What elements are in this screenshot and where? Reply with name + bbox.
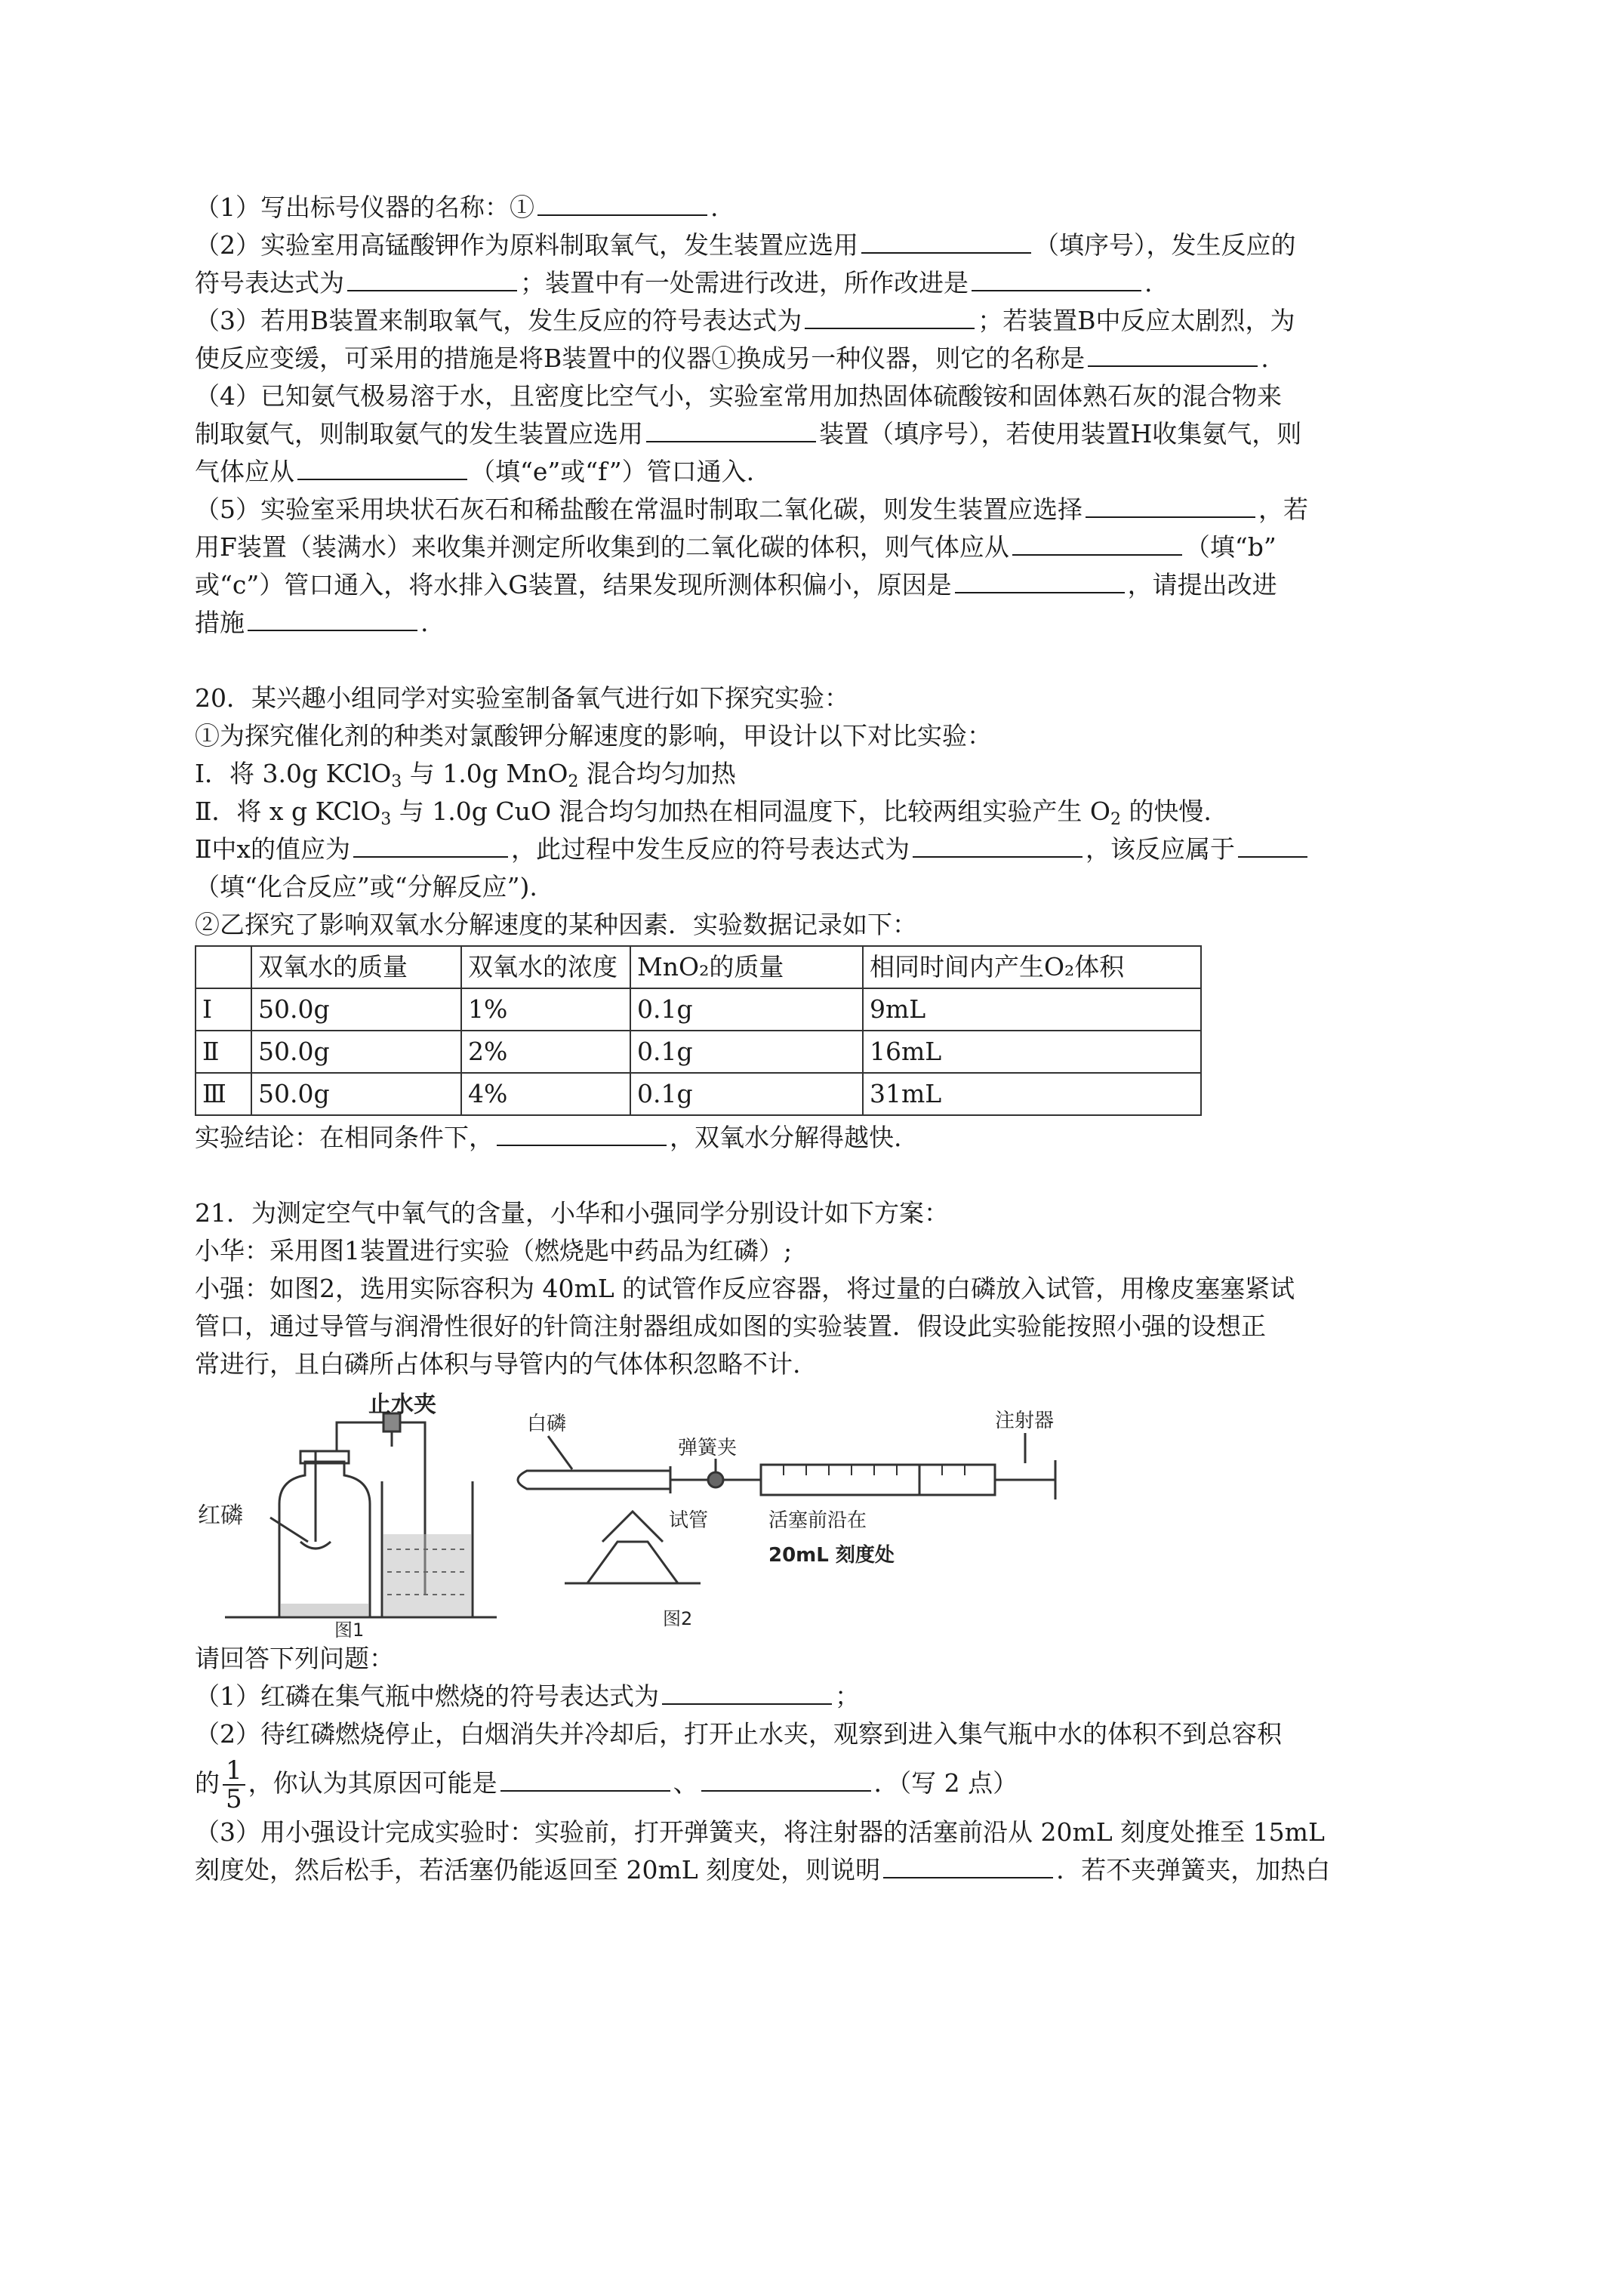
answer-blank[interactable] [701,1764,871,1792]
table-cell: Ⅰ [196,988,251,1031]
q20-stem: 20．某兴趣小组同学对实验室制备氧气进行如下探究实验： [195,683,849,713]
table-cell: 16mL [863,1031,1201,1073]
q21-part1: （1）红磷在集气瓶中燃烧的符号表达式为 ； [195,1678,1448,1715]
table-header-row [196,946,1201,988]
table-cell: 0.1g [630,988,863,1031]
answer-blank[interactable] [297,453,467,480]
answer-blank[interactable] [1088,340,1258,367]
q21-part2: （2）待红磷燃烧停止，白烟消失并冷却后，打开止水夹，观察到进入集气瓶中水的体积不到总容积 [195,1719,1282,1749]
table-cell: 1% [461,988,630,1031]
answer-blank[interactable] [662,1678,832,1705]
q21-part2-cont: 的 $\frac{1}{5}$ ，你认为其原因可能是 、 ．（写 2 点） [195,1755,1018,1814]
q21-prompt: 请回答下列问题： [195,1644,394,1673]
q19-part2: （2）实验室用高锰酸钾作为原料制取氧气，发生装置应选用 （填序号），发生反应的 [195,227,1448,264]
fig2-caption: 图2 [663,1608,693,1629]
answer-blank[interactable] [500,1764,670,1792]
answer-blank[interactable] [353,831,508,858]
test-tube-label: 试管 [669,1509,709,1532]
table-cell: Ⅱ [196,1031,251,1073]
table-cell: 4% [461,1073,630,1115]
table-header-cell [196,946,251,988]
q19-part5-cont2: 或“c”）管口通入，将水排入G装置，结果发现所测体积偏小，原因是 ，请提出改进 [195,566,1448,604]
exam-page [195,189,1448,1889]
answer-blank[interactable] [805,302,975,329]
answer-blank[interactable] [883,1851,1053,1878]
apparatus-figure [195,1391,1448,1640]
q20-question: Ⅱ中x的值应为 ，此过程中发生反应的符号表达式为 ，该反应属于 [195,831,1448,868]
q19-part5-cont: 用F装置（装满水）来收集并测定所收集到的二氧化碳的体积，则气体应从 （填“b” [195,529,1448,566]
table-cell: 50.0g [251,1073,461,1115]
table-cell: 50.0g [251,1031,461,1073]
q20-exp2: Ⅱ．将 x g KClO$_3$ 与 1.0g CuO 混合均匀加热在相同温度下，比较两组实验产生 $O_2$ 的快慢. [195,797,1212,829]
q21-stem: 21．为测定空气中氧气的含量，小华和小强同学分别设计如下方案： [195,1198,949,1228]
q20-conclusion: 实验结论：在相同条件下， ，双氧水分解得越快. [195,1119,1448,1157]
q21-part3-cont: 刻度处，然后松手，若活塞仍能返回至 20mL 刻度处，则说明 ．若不夹弹簧夹，加热白 [195,1851,1448,1889]
q19-part4-cont: 制取氨气，则制取氨气的发生装置应选用 装置（填序号），若使用装置H收集氨气，则 [195,415,1448,453]
table-header-cell: 双氧水的浓度 [461,946,630,988]
table-header-cell: MnO₂的质量 [630,946,863,988]
q20-exp1: Ⅰ．将 3.0g KClO$_3$ 与 1.0g MnO$_2$ 混合均匀加热 [195,759,736,791]
q19-part3: （3）若用B装置来制取氧气，发生反应的符号表达式为 ；若装置B中反应太剧烈，为 [195,302,1448,340]
q19-part3-cont: 使反应变缓，可采用的措施是将B装置中的仪器①换成另一种仪器，则它的名称是 . [195,340,1448,378]
q19-part4-cont2: 气体应从 （填“e”或“f”）管口通入. [195,453,1448,491]
q20-sub2: ②乙探究了影响双氧水分解速度的某种因素．实验数据记录如下： [195,910,917,939]
q21-part3: （3）用小强设计完成实验时：实验前，打开弹簧夹，将注射器的活塞前沿从 20mL 刻度处推至 15mL [195,1817,1325,1847]
q20-sub1: ①为探究催化剂的种类对氯酸钾分解速度的影响，甲设计以下对比实验： [195,721,992,750]
fig1-caption: 图1 [334,1620,365,1640]
table-cell: 31mL [863,1073,1201,1115]
answer-blank[interactable] [972,264,1141,291]
answer-blank[interactable] [1238,831,1307,858]
q21-xiaoqiang-cont2: 常进行，且白磷所占体积与导管内的气体体积忽略不计. [195,1349,801,1379]
answer-blank[interactable] [497,1119,667,1146]
fraction [223,1757,245,1813]
data-table [195,945,1202,1116]
q21-xiaohua: 小华：采用图1装置进行实验（燃烧匙中药品为红磷）; [195,1236,793,1265]
table-header-cell: 相同时间内产生O₂体积 [863,946,1201,988]
table-cell: 50.0g [251,988,461,1031]
q20-question-cont: （填“化合反应”或“分解反应”). [195,872,537,901]
answer-blank[interactable] [347,264,517,291]
fraction-numerator: 1 [223,1757,245,1786]
table-header-cell: 双氧水的质量 [251,946,461,988]
spring-clamp-label: 弹簧夹 [678,1437,738,1459]
answer-blank[interactable] [248,604,417,631]
answer-blank[interactable] [861,227,1031,254]
piston-label-line2: 20mL 刻度处 [768,1544,895,1567]
fraction-denominator: 5 [226,1784,242,1814]
answer-blank[interactable] [955,566,1125,593]
q19-part5: （5）实验室采用块状石灰石和稀盐酸在常温时制取二氧化碳，则发生装置应选择 ，若 [195,491,1448,529]
piston-label-line1: 活塞前沿在 [768,1509,867,1532]
q19-part5-cont3: 措施 . [195,604,1448,642]
syringe-label: 注射器 [995,1410,1055,1432]
answer-blank[interactable] [537,189,707,216]
q21-xiaoqiang-cont: 管口，通过导管与润滑性很好的针筒注射器组成如图的实验装置．假设此实验能按照小强的设想正 [195,1311,1266,1341]
q19-part2-cont: 符号表达式为 ；装置中有一处需进行改进，所作改进是 . [195,264,1448,302]
table-row [196,1031,1201,1073]
red-phosphorus-label: 红磷 [198,1502,243,1529]
table-cell: 0.1g [630,1073,863,1115]
clamp-label: 止水夹 [368,1391,436,1418]
answer-blank[interactable] [913,831,1083,858]
q21-xiaoqiang: 小强：如图2，选用实际容积为 40mL 的试管作反应容器，将过量的白磷放入试管，用橡皮塞塞紧试 [195,1274,1295,1303]
answer-blank[interactable] [1012,529,1182,556]
table-cell: 2% [461,1031,630,1073]
answer-blank[interactable] [1086,491,1255,518]
answer-blank[interactable] [646,415,816,442]
q19-part1: （1）写出标号仪器的名称：① . [195,189,1448,227]
table-row [196,988,1201,1031]
table-cell: Ⅲ [196,1073,251,1115]
table-row [196,1073,1201,1115]
table-cell: 0.1g [630,1031,863,1073]
q19-part4: （4）已知氨气极易溶于水，且密度比空气小，实验室常用加热固体硫酸铵和固体熟石灰的混合物来 [195,381,1282,411]
table-cell: 9mL [863,988,1201,1031]
apparatus-diagram [195,1391,1101,1640]
white-phosphorus-label: 白磷 [527,1413,567,1435]
